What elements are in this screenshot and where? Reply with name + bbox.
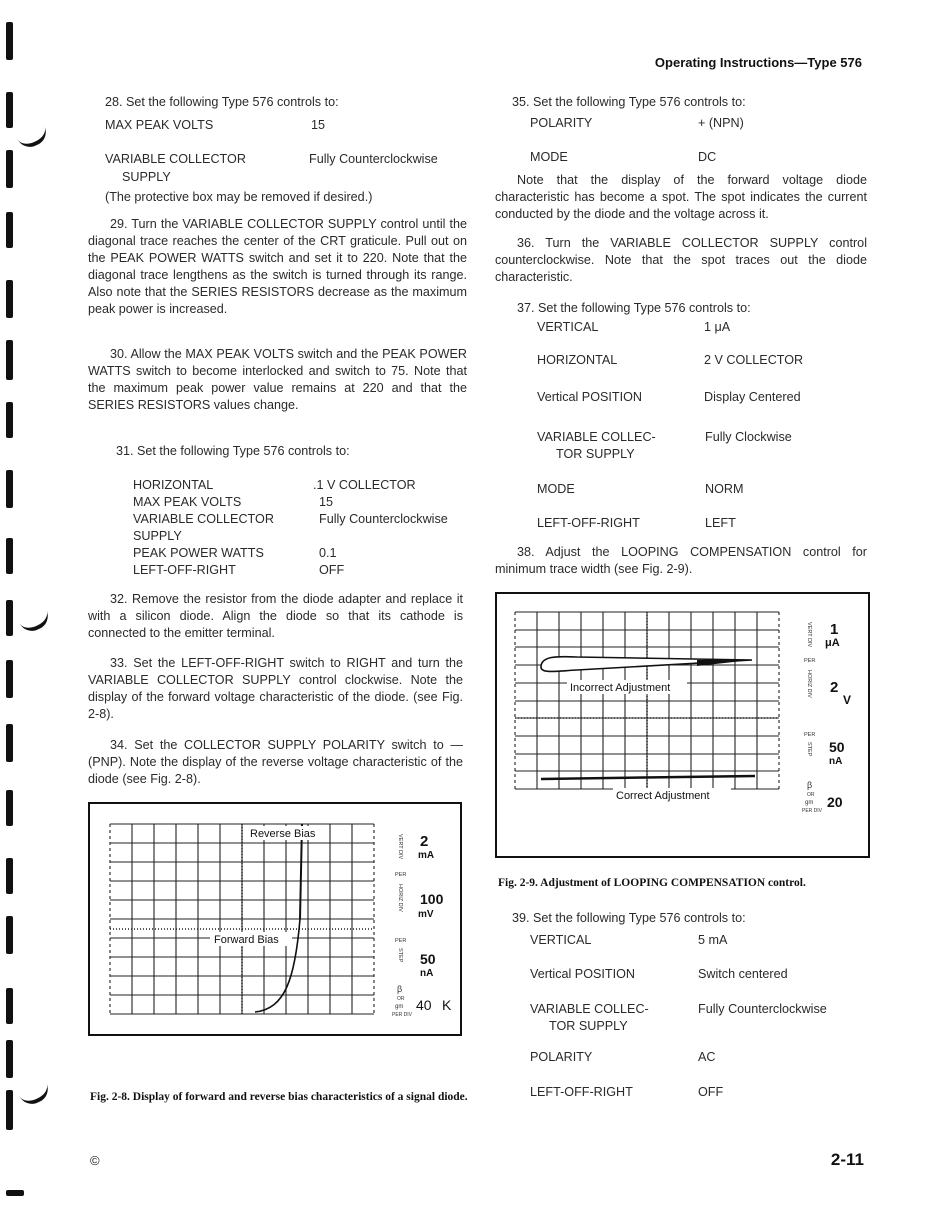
figure-2-9-caption: Fig. 2-9. Adjustment of LOOPING COMPENSATION control. bbox=[498, 877, 806, 889]
setting-name: VARIABLE COLLEC- bbox=[530, 1002, 649, 1016]
setting-value: AC bbox=[698, 1050, 716, 1064]
graticule bbox=[515, 612, 779, 789]
setting-name: LEFT-OFF-RIGHT bbox=[537, 516, 640, 530]
setting-name-continued: SUPPLY bbox=[122, 170, 171, 184]
step-35-note: Note that the display of the forward voltage diode characteristic has become a spot. The spot indicates the current conducted by the diode and the voltage across it. bbox=[495, 173, 867, 221]
setting-name: MODE bbox=[530, 150, 568, 164]
setting-name: VERTICAL bbox=[530, 933, 592, 947]
step-value: 50 bbox=[420, 951, 436, 967]
setting-value: DC bbox=[698, 150, 717, 164]
correct-adjustment-label: Correct Adjustment bbox=[616, 790, 710, 802]
setting-value: Display Centered bbox=[704, 390, 801, 404]
beta-value: 20 bbox=[827, 794, 843, 810]
copyright-mark: © bbox=[90, 1153, 100, 1168]
step-38: 38. Adjust the LOOPING COMPENSATION control for minimum trace width (see Fig. 2-9). bbox=[495, 545, 867, 576]
horiz-div-label: HORIZ DIV bbox=[397, 884, 403, 912]
vert-value: 1 bbox=[830, 621, 839, 638]
binder-mark bbox=[6, 1190, 24, 1196]
horiz-value: 100 bbox=[420, 891, 444, 907]
horiz-unit: V bbox=[843, 693, 852, 707]
setting-name: HORIZONTAL bbox=[133, 478, 214, 492]
binder-margin bbox=[0, 0, 60, 1224]
setting-value: NORM bbox=[705, 482, 744, 496]
step-label: STEP bbox=[806, 742, 812, 757]
binder-mark bbox=[6, 1090, 13, 1130]
setting-name: PEAK POWER WATTS bbox=[133, 546, 264, 560]
per-div-label: PER DIV bbox=[802, 808, 823, 814]
vert-unit: mA bbox=[418, 850, 435, 861]
setting-name: POLARITY bbox=[530, 1050, 593, 1064]
setting-value: Switch centered bbox=[698, 967, 788, 981]
running-header: Operating Instructions—Type 576 bbox=[654, 55, 862, 70]
beta-symbol: β bbox=[397, 984, 403, 994]
or-label: OR bbox=[807, 792, 815, 798]
setting-name-continued: TOR SUPPLY bbox=[549, 1019, 628, 1033]
step-37-intro: 37. Set the following Type 576 controls to: bbox=[517, 301, 751, 315]
vert-div-label: VERT DIV bbox=[806, 622, 812, 648]
setting-value: Fully Clockwise bbox=[705, 430, 792, 444]
forward-bias-label: Forward Bias bbox=[214, 934, 279, 946]
binder-mark bbox=[6, 150, 13, 188]
binder-mark bbox=[6, 212, 13, 248]
setting-value: 15 bbox=[319, 495, 334, 509]
setting-name: VERTICAL bbox=[537, 320, 599, 334]
reverse-bias-label: Reverse Bias bbox=[250, 828, 316, 840]
binder-mark bbox=[6, 470, 13, 508]
binder-mark bbox=[6, 280, 13, 318]
step-28-note: (The protective box may be removed if desired.) bbox=[105, 190, 373, 204]
vert-unit: μA bbox=[825, 637, 840, 649]
beta-value: 40 bbox=[416, 997, 432, 1013]
step-28-intro: 28. Set the following Type 576 controls to: bbox=[105, 95, 339, 109]
gm-label: gm bbox=[805, 800, 814, 806]
setting-name: LEFT-OFF-RIGHT bbox=[133, 563, 236, 577]
vert-div-label: VERT DIV bbox=[397, 834, 403, 860]
setting-name: Vertical POSITION bbox=[530, 967, 635, 981]
setting-value: OFF bbox=[319, 563, 345, 577]
horiz-div-label: HORIZ DIV bbox=[806, 670, 812, 698]
step-unit: nA bbox=[420, 968, 434, 979]
step-value: 50 bbox=[829, 739, 845, 755]
binder-mark bbox=[6, 988, 13, 1024]
setting-value: 15 bbox=[311, 118, 326, 132]
horiz-unit: mV bbox=[418, 909, 434, 920]
step-31-intro: 31. Set the following Type 576 controls to: bbox=[116, 444, 350, 458]
setting-name: MODE bbox=[537, 482, 575, 496]
setting-name: MAX PEAK VOLTS bbox=[105, 118, 214, 132]
setting-value: 1 μA bbox=[704, 320, 731, 334]
step-32: 32. Remove the resistor from the diode adapter and replace it with a silicon diode. Align the diode so that its cathode is connected to the emitter terminal. bbox=[88, 592, 463, 640]
step-30: 30. Allow the MAX PEAK VOLTS switch and the PEAK POWER WATTS switch to become interlocked and switch to 75. Note that the maximum peak power value remains at 220 and that the SERIES RESISTORS values change. bbox=[88, 347, 467, 412]
setting-name: VARIABLE COLLEC- bbox=[537, 430, 656, 444]
step-label: STEP bbox=[397, 948, 403, 963]
setting-name: Vertical POSITION bbox=[537, 390, 642, 404]
binder-hook bbox=[18, 607, 53, 636]
setting-name-continued: TOR SUPPLY bbox=[556, 447, 635, 461]
scope-display-2-8 bbox=[90, 804, 460, 1034]
figure-2-8-caption: Fig. 2-8. Display of forward and reverse bias characteristics of a signal diode. bbox=[90, 1091, 468, 1103]
binder-mark bbox=[6, 340, 13, 380]
step-39-intro: 39. Set the following Type 576 controls to: bbox=[512, 911, 746, 925]
setting-value: + (NPN) bbox=[698, 116, 744, 130]
gm-label: gm bbox=[395, 1004, 404, 1010]
setting-value: .1 V COLLECTOR bbox=[313, 478, 416, 492]
per-div-label: PER DIV bbox=[392, 1012, 413, 1018]
binder-mark bbox=[6, 538, 13, 574]
per-label: PER bbox=[804, 658, 816, 664]
setting-value: Fully Counterclockwise bbox=[309, 152, 438, 166]
setting-name: VARIABLE COLLECTOR bbox=[105, 152, 246, 166]
setting-name: POLARITY bbox=[530, 116, 593, 130]
binder-mark bbox=[6, 92, 13, 128]
setting-name: MAX PEAK VOLTS bbox=[133, 495, 242, 509]
or-label: OR bbox=[397, 996, 405, 1002]
vert-value: 2 bbox=[420, 833, 429, 850]
setting-value: 2 V COLLECTOR bbox=[704, 353, 804, 367]
setting-name: HORIZONTAL bbox=[537, 353, 618, 367]
binder-mark bbox=[6, 790, 13, 826]
figure-2-8 bbox=[88, 802, 462, 1036]
step-29: 29. Turn the VARIABLE COLLECTOR SUPPLY control until the diagonal trace reaches the center of the CRT graticule. Pull out on the PEAK POWER WATTS switch and set it to 220. Note that the diagonal trace lengthens as the switch is turned through its range. Also note that the SERIES RESISTORS decrease as the maximum peak power is increased. bbox=[88, 217, 467, 316]
per-label: PER bbox=[804, 732, 816, 738]
figure-2-9 bbox=[495, 592, 870, 858]
binder-mark bbox=[6, 660, 13, 698]
step-36: 36. Turn the VARIABLE COLLECTOR SUPPLY control counterclockwise. Note that the spot traces out the diode characteristic. bbox=[495, 236, 867, 284]
binder-mark bbox=[6, 916, 13, 954]
setting-name: LEFT-OFF-RIGHT bbox=[530, 1085, 633, 1099]
setting-value: 5 mA bbox=[698, 933, 728, 947]
binder-hook bbox=[16, 123, 51, 152]
beta-unit: K bbox=[442, 997, 452, 1013]
page-number: 2-11 bbox=[830, 1150, 864, 1169]
step-unit: nA bbox=[829, 756, 843, 767]
binder-mark bbox=[6, 858, 13, 894]
graticule bbox=[110, 824, 374, 1014]
step-33: 33. Set the LEFT-OFF-RIGHT switch to RIGHT and turn the VARIABLE COLLECTOR SUPPLY control clockwise. Note the display of the forward voltage characteristic of the diode. (see Fig. 2-8). bbox=[88, 656, 463, 721]
horiz-value: 2 bbox=[830, 679, 839, 696]
scope-display-2-9 bbox=[497, 594, 868, 856]
binder-mark bbox=[6, 402, 13, 438]
binder-hook bbox=[18, 1080, 53, 1109]
per-label: PER bbox=[395, 872, 407, 878]
binder-mark bbox=[6, 724, 13, 762]
setting-value: OFF bbox=[698, 1085, 724, 1099]
per-label: PER bbox=[395, 938, 407, 944]
setting-name: SUPPLY bbox=[133, 529, 182, 543]
binder-mark bbox=[6, 1040, 13, 1078]
setting-value: Fully Counterclockwise bbox=[319, 512, 448, 526]
setting-value: LEFT bbox=[705, 516, 736, 530]
setting-value: Fully Counterclockwise bbox=[698, 1002, 827, 1016]
incorrect-adjustment-label: Incorrect Adjustment bbox=[570, 682, 671, 694]
setting-value: 0.1 bbox=[319, 546, 337, 560]
step-34: 34. Set the COLLECTOR SUPPLY POLARITY switch to —(PNP). Note the display of the reverse voltage characteristic of the diode (see Fig. 2-8). bbox=[88, 738, 463, 786]
step-35-intro: 35. Set the following Type 576 controls to: bbox=[512, 95, 746, 109]
setting-name: VARIABLE COLLECTOR bbox=[133, 512, 274, 526]
correct-trace bbox=[541, 776, 755, 779]
beta-symbol: β bbox=[807, 780, 813, 790]
binder-mark bbox=[6, 600, 13, 636]
binder-mark bbox=[6, 22, 13, 60]
